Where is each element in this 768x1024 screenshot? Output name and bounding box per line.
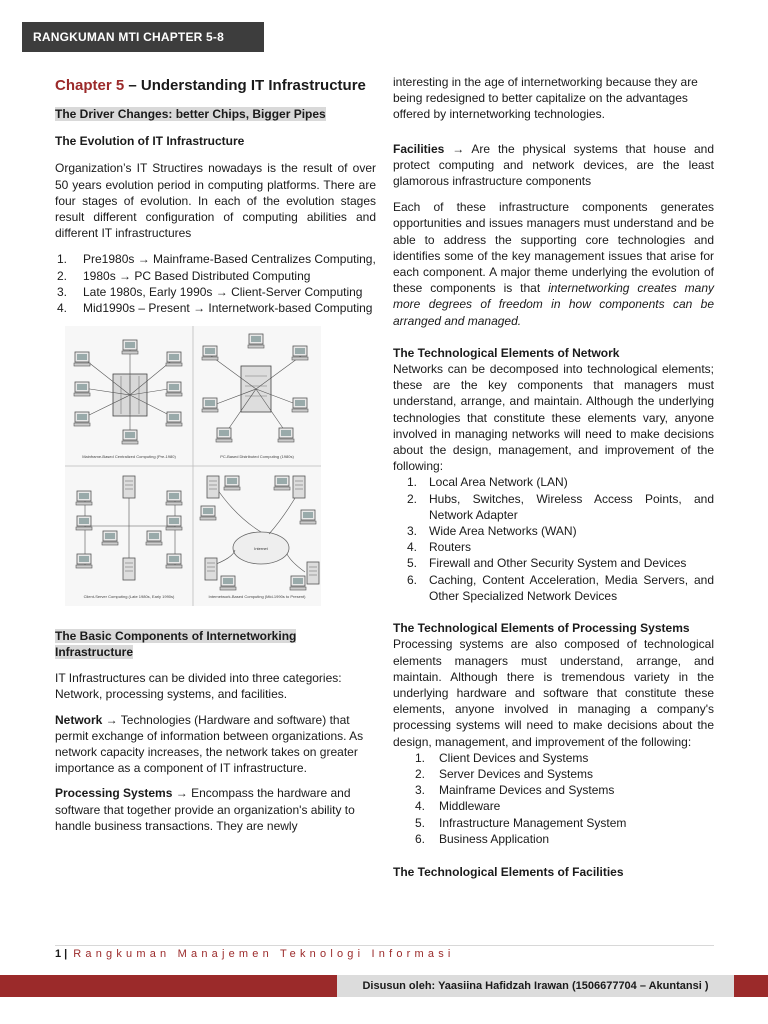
- evolution-diagram: [65, 326, 321, 606]
- list-item: 1. Pre1980s → Mainframe-Based Centralizes Computing,: [57, 252, 376, 267]
- evolution-figure: [65, 326, 321, 606]
- document-header: RANGKUMAN MTI CHAPTER 5-8: [22, 22, 264, 52]
- driver-heading: The Driver Changes: better Chips, Bigger Pipes: [55, 107, 326, 121]
- evolution-paragraph: Organization’s IT Structires nowadays is the result of over 50 years evolution period in computing platforms. There are four stages of evolution. In each of the evolution stages result different configuration of computing abilities and different IT infrastructures: [55, 161, 376, 241]
- page-footer: [55, 948, 455, 960]
- figure-caption: Mainframe-Based Centralized Computing (Pre-1980): [82, 454, 176, 460]
- facilities-definition: Facilities → Are the physical systems that house and protect computing and network devices, are the least glamorous infrastructure components: [393, 141, 714, 189]
- network-elements-heading: The Technological Elements of Network: [393, 345, 620, 360]
- evolution-stages-list: [55, 251, 376, 316]
- chapter-title-text: – Understanding IT Infrastructure: [124, 77, 366, 94]
- list-item: 1. Client Devices and Systems: [415, 750, 589, 765]
- left-column: [55, 74, 376, 834]
- client-server-quadrant: [76, 476, 182, 599]
- continued-paragraph: interesting in the age of internetworking because they are being redesigned to better capitalize on the advantages offered by internetworking technologies.: [393, 75, 698, 122]
- mainframe-quadrant: [74, 340, 182, 459]
- list-item: 2. Server Devices and Systems: [415, 766, 594, 781]
- network-elements-paragraph: Networks can be decomposed into technological elements; these are the key components that managers must understand, arrange, and maintain. Although the underlying technologies that constitute these elements vary, anyone involved in managing networks will need to make decisions about the design, management, and improvement of the following:: [393, 362, 714, 474]
- page-number: 1 |: [55, 948, 68, 960]
- right-column: [393, 74, 714, 880]
- network-elements-list: [393, 474, 714, 604]
- list-item: 5. Firewall and Other Security System and Devices: [407, 556, 687, 571]
- list-item: 3. Late 1980s, Early 1990s → Client-Server Computing: [57, 284, 363, 299]
- footer-divider: [55, 945, 714, 946]
- list-item: 4. Middleware: [415, 799, 501, 814]
- list-item: 3. Wide Area Networks (WAN): [407, 524, 577, 539]
- figure-caption: Client-Server Computing (Late 1980s, Early 1990s): [83, 594, 175, 600]
- list-item: 2. Hubs, Switches, Wireless Access Points, and Network Adapter: [407, 491, 714, 522]
- basic-components-heading: The Basic Components of Internetworking Infrastructure: [55, 629, 297, 660]
- chapter-number: Chapter 5: [55, 77, 125, 94]
- running-title: Rangkuman Manajemen Teknologi Informasi: [73, 948, 455, 960]
- pc-quadrant: [202, 334, 308, 459]
- list-item: 1. Local Area Network (LAN): [407, 475, 568, 490]
- list-item: 3. Mainframe Devices and Systems: [415, 783, 615, 798]
- list-item: 2. 1980s → PC Based Distributed Computing: [57, 268, 311, 283]
- list-item: 4. Routers: [407, 540, 472, 555]
- components-paragraph: Each of these infrastructure components generates opportunities and issues managers must understand and be able to address the supporting core technologies and identifies some of the key management issues that arise for each component. A major theme underlying the evolution of these components is that internetworking creates many more degrees of freedom in how components can be arranged and managed.: [393, 200, 714, 328]
- internet-cloud-label: Internet: [254, 546, 268, 552]
- figure-caption: PC-Based Distributed Computing (1980s): [220, 454, 294, 460]
- list-item: 4. Mid1990s – Present → Internetwork-based Computing: [57, 301, 373, 316]
- list-item: 6. Business Application: [415, 831, 550, 846]
- figure-caption: Internetwork-Based Computing (Mid-1990s to Present): [208, 594, 306, 600]
- processing-definition: Processing Systems → Encompass the hardware and software that together provide an organization's ability to handle business transactions. They are newly: [55, 786, 355, 833]
- evolution-heading: The Evolution of IT Infrastructure: [55, 134, 245, 149]
- internetwork-quadrant: [200, 476, 319, 599]
- list-item: 6. Caching, Content Acceleration, Media Servers, and Other Specialized Network Devices: [407, 572, 714, 603]
- facilities-elements-heading: The Technological Elements of Facilities: [393, 864, 624, 879]
- processing-elements-list: [393, 750, 714, 847]
- processing-elements-paragraph: Processing systems are also composed of technological elements managers must understand, arrange, and maintain. Although there is tremendous variety in the underlying hardware and software that constitute these elements, anyone involved in managing a company's processing systems will need to make decisions about the design, management, and improvement of the following:: [393, 637, 714, 749]
- basic-components-paragraph: IT Infrastructures can be divided into three categories: Network, processing systems, and facilities.: [55, 671, 342, 702]
- author-credit: Disusun oleh: Yaasiina Hafidzah Irawan (1506677704 – Akuntansi ): [337, 975, 734, 997]
- network-definition: Network → Technologies (Hardware and software) that permit exchange of information between organizations. As network capacity increases, the network takes on greater importance as a component of IT infrastructure.: [55, 712, 364, 776]
- processing-elements-heading: The Technological Elements of Processing Systems: [393, 621, 690, 636]
- list-item: 5. Infrastructure Management System: [415, 815, 627, 830]
- chapter-title: [55, 76, 376, 96]
